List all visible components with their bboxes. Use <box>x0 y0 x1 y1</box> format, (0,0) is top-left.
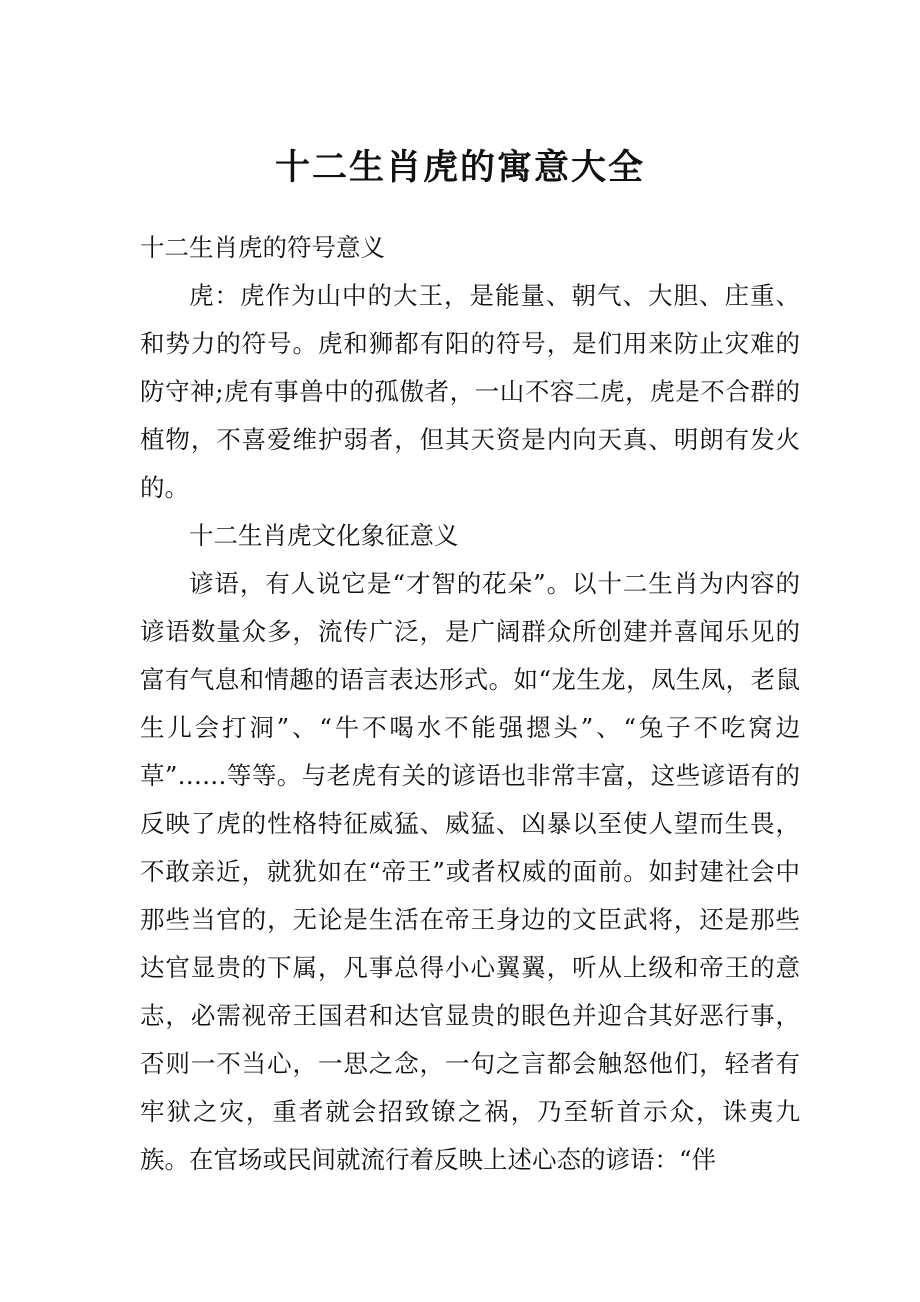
section-heading-cultural-meaning: 十二生肖虎文化象征意义 <box>189 521 459 550</box>
paragraph-symbol-meaning: 虎：虎作为山中的大王，是能量、朝气、大胆、庄重、和势力的符号。虎和狮都有阳的符号，是们用来防止灾难的防守神;虎有事兽中的孤傲者，一山不容二虎，虎是不合群的植物，不喜爱维护弱者，但其天资是内向天真、明朗有发火的。 <box>140 281 800 502</box>
paragraph-proverbs: 谚语，有人说它是“才智的花朵”。以十二生肖为内容的谚语数量众多，流传广泛，是广阔群众所创建并喜闻乐见的富有气息和情趣的语言表达形式。如“龙生龙，凤生凤，老鼠生儿会打洞”、“牛不喝水不能强摁头”、“兔子不吃窝边草”……等等。与老虎有关的谚语也非常丰富，这些谚语有的反映了虎的性格特征威猛、威猛、凶暴以至使人望而生畏，不敢亲近，就犹如在“帝王”或者权威的面前。如封建社会中那些当官的，无论是生活在帝王身边的文臣武将，还是那些达官显贵的下属，凡事总得小心翼翼，听从上级和帝王的意志，必需视帝王国君和达官显贵的眼色并迎合其好恶行事，否则一不当心，一思之念，一句之言都会触怒他们，轻者有牢狱之灾，重者就会招致镣之祸，乃至斩首示众，诛夷九族。在官场或民间就流行着反映上述心态的谚语：“伴 <box>140 569 800 1174</box>
document-body <box>140 224 800 1184</box>
section-heading-symbol-meaning: 十二生肖虎的符号意义 <box>140 233 385 262</box>
document-title: 十二生肖虎的寓意大全 <box>274 147 645 188</box>
